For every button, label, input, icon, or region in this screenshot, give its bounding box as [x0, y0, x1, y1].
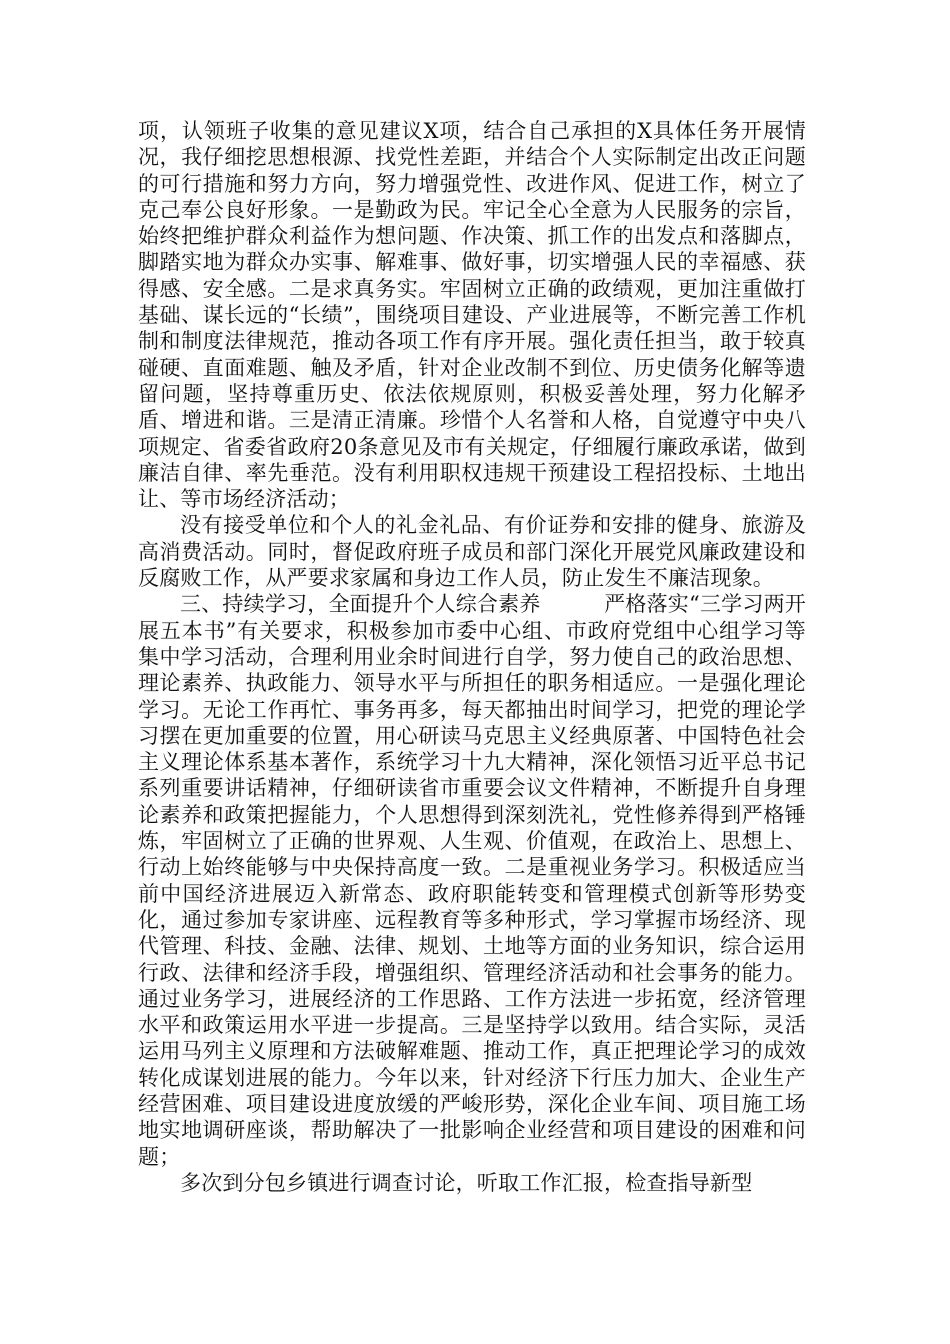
paragraph-1: 项，认领班子收集的意见建议X项，结合自己承担的X具体任务开展情况，我仔细挖思想根源、找党性差距，并结合个人实际制定出改正问题的可行措施和努力方向，努力增强党性、改进作风、促进工作，树立了克己奉公良好形象。一是勤政为民。牢记全心全意为人民服务的宗旨，始终把维护群众利益作为想问题、作决策、抓工作的出发点和落脚点，脚踏实地为群众办实事、解难事、做好事，切实增强人民的幸福感、获得感、安全感。二是求真务实。牢固树立正确的政绩观，更加注重做打基础、谋长远的“长绩”，围绕项目建设、产业进展等，不断完善工作机制和制度法律规范，推动各项工作有序开展。强化责任担当，敢于较真碰硬、直面难题、触及矛盾，针对企业改制不到位、历史债务化解等遗留问题，坚持尊重历史、依法依规原则，积极妥善处理，努力化解矛盾、增进和谐。三是清正清廉。珍惜个人名誉和人格，自觉遵守中央八项规定、省委省政府20条意见及市有关规定，仔细履行廉政承诺，做到廉洁自律、率先垂范。没有利用职权违规干预建设工程招投标、土地出让、等市场经济活动；: [138, 119, 806, 512]
paragraph-3: 三、持续学习，全面提升个人综合素养 严格落实“三学习两开展五本书”有关要求，积极参加市委中心组、市政府党组中心组学习等集中学习活动，合理利用业余时间进行自学，努力使自己的政治思想、理论素养、执政能力、领导水平与所担任的职务相适应。一是强化理论学习。无论工作再忙、事务再多，每天都抽出时间学习，把党的理论学习摆在更加重要的位置，用心研读马克思主义经典原著、中国特色社会主义理论体系基本著作，系统学习十九大精神，深化领悟习近平总书记系列重要讲话精神，仔细研读省市重要会议文件精神，不断提升自身理论素养和政策把握能力，个人思想得到深刻洗礼，党性修养得到严格锤炼，牢固树立了正确的世界观、人生观、价值观，在政治上、思想上、行动上始终能够与中央保持高度一致。二是重视业务学习。积极适应当前中国经济进展迈入新常态、政府职能转变和管理模式创新等形势变化，通过参加专家讲座、远程教育等多种形式，学习掌握市场经济、现代管理、科技、金融、法律、规划、土地等方面的业务知识，综合运用行政、法律和经济手段，增强组织、管理经济活动和社会事务的能力。通过业务学习，进展经济的工作思路、工作方法进一步拓宽，经济管理水平和政策运用水平进一步提高。三是坚持学以致用。结合实际，灵活运用马列主义原理和方法破解难题、推动工作，真正把理论学习的成效转化成谋划进展的能力。今年以来，针对经济下行压力加大、企业生产经营困难、项目建设进度放缓的严峻形势，深化企业车间、项目施工场地实地调研座谈，帮助解决了一批影响企业经营和项目建设的困难和问题；: [138, 592, 806, 1169]
paragraph-4: 多次到分包乡镇进行调查讨论，听取工作汇报，检查指导新型: [180, 1170, 753, 1195]
paragraph-2: 没有接受单位和个人的礼金礼品、有价证券和安排的健身、旅游及高消费活动。同时，督促政府班子成员和部门深化开展党风廉政建设和反腐败工作，从严要求家属和身边工作人员，防止发生不廉洁现象。: [138, 513, 806, 591]
document-body: [138, 118, 806, 1196]
